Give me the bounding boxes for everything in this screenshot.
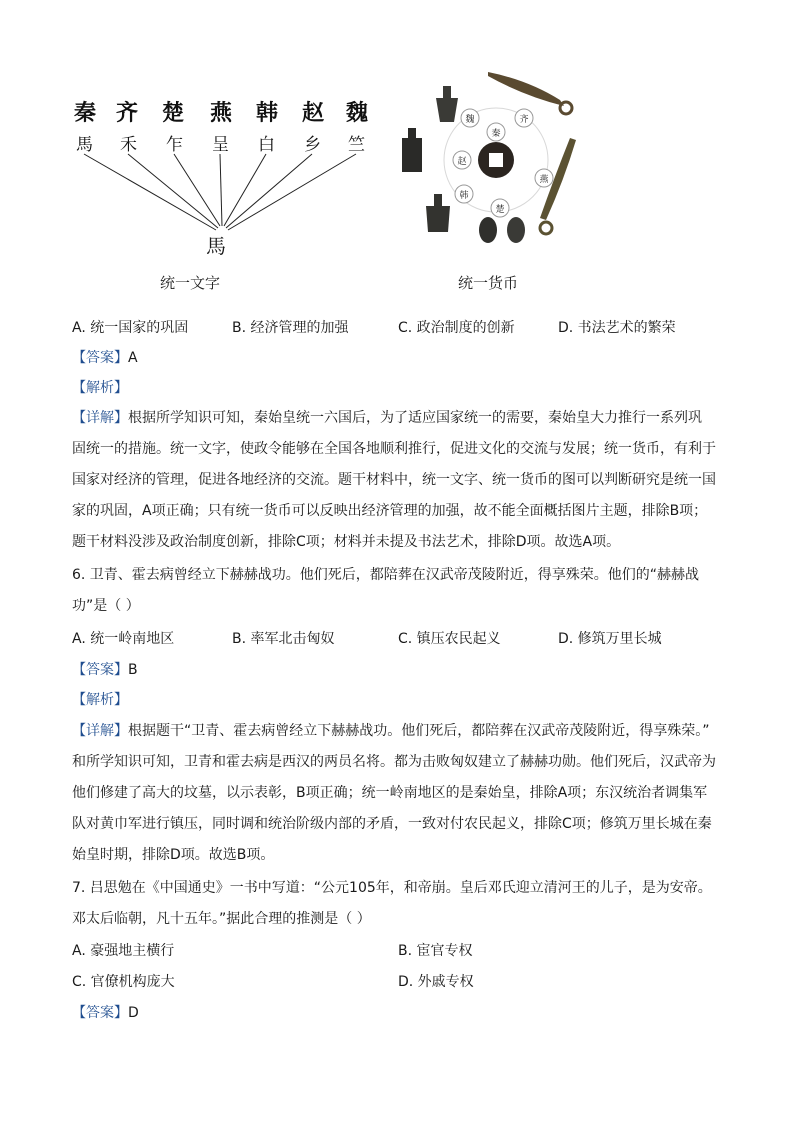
q5-option-c: C. 政治制度的创新 xyxy=(398,320,515,336)
coin-label-qi: 齐 xyxy=(519,115,529,125)
answer-tag: 【答案】 xyxy=(72,350,128,366)
q6-analysis-tag: 【解析】 xyxy=(72,692,128,708)
detail-text: 根据所学知识可知，秦始皇统一六国后，为了适应国家统一的需要，秦始皇大力推行一系列巩 xyxy=(128,410,702,426)
coin-label-han: 韩 xyxy=(459,191,469,201)
q7-option-d: D. 外戚专权 xyxy=(398,974,474,990)
q5-detail-line xyxy=(72,408,702,428)
q7-option-a: A. 豪强地主横行 xyxy=(72,943,175,959)
unify-currency-figure xyxy=(396,68,596,258)
coin-label-yan: 燕 xyxy=(539,175,549,185)
seal-glyph: 馬 xyxy=(76,135,93,155)
state-qin: 秦 xyxy=(74,100,97,126)
q6-option-a: A. 统一岭南地区 xyxy=(72,631,175,647)
q5-detail-line: 国家对经济的管理，促进各地经济的交流。题干材料中，统一文字、统一货币的图可以判断研究是统一国 xyxy=(72,472,716,488)
zhao-spade-coin xyxy=(402,138,422,172)
seal-glyph: 禾 xyxy=(120,135,137,155)
detail-tag: 【详解】 xyxy=(72,410,128,426)
q6-option-c: C. 镇压农民起义 xyxy=(398,631,501,647)
q5-answer xyxy=(72,348,138,368)
state-qi: 齐 xyxy=(116,100,139,126)
state-wei: 魏 xyxy=(346,100,369,126)
answer-tag: 【答案】 xyxy=(72,1005,128,1021)
detail-text: 根据题干“卫青、霍去病曾经立下赫赫战功。他们死后，都陪葬在汉武帝茂陵附近，得享殊荣。” xyxy=(128,723,710,739)
q6-option-d: D. 修筑万里长城 xyxy=(558,631,662,647)
answer-tag: 【答案】 xyxy=(72,662,128,678)
answer-value: B xyxy=(128,662,138,678)
state-chu: 楚 xyxy=(162,100,185,126)
caption-unify-script: 统一文字 xyxy=(160,274,221,292)
answer-value: D xyxy=(128,1005,139,1021)
unify-script-figure xyxy=(70,92,380,262)
coin-label-zhao: 赵 xyxy=(457,157,467,167)
q7-option-b: B. 宦官专权 xyxy=(398,943,473,959)
q6-stem-line: 功”是（ ） xyxy=(72,598,140,614)
han-spade-coin xyxy=(426,206,450,232)
q6-answer xyxy=(72,660,138,680)
seal-glyph: 乍 xyxy=(166,135,183,155)
state-han: 韩 xyxy=(256,100,279,126)
seal-glyph: 呈 xyxy=(212,135,229,155)
q6-stem-line: 6. 卫青、霍去病曾经立下赫赫战功。他们死后，都陪葬在汉武帝茂陵附近，得享殊荣。他们的“赫赫战 xyxy=(72,567,700,583)
chu-ant-nose-coin xyxy=(479,217,497,243)
q5-option-b: B. 经济管理的加强 xyxy=(232,320,349,336)
currency-diagram xyxy=(396,68,596,258)
q6-detail-line: 队对黄巾军进行镇压，同时调和统治阶级内部的矛盾，一致对付农民起义，排除C项；修筑万里长城在秦 xyxy=(72,816,712,832)
unified-glyph: 馬 xyxy=(206,234,226,258)
q7-stem-line: 7. 吕思勉在《中国通史》一书中写道：“公元105年，和帝崩。皇后邓氏迎立清河王的儿子，是为安帝。 xyxy=(72,880,712,896)
q6-option-b: B. 率军北击匈奴 xyxy=(232,631,335,647)
q5-option-d: D. 书法艺术的繁荣 xyxy=(558,320,676,336)
q7-answer xyxy=(72,1003,139,1023)
q5-analysis-tag: 【解析】 xyxy=(72,380,128,396)
state-zhao: 赵 xyxy=(302,100,325,126)
caption-unify-currency: 统一货币 xyxy=(458,274,519,292)
seal-glyph: 乡 xyxy=(304,135,321,155)
q6-detail-line xyxy=(72,721,710,741)
q6-detail-line: 和所学知识可知，卫青和霍去病是西汉的两员名将。都为击败匈奴建立了赫赫功勋。他们死后，汉武帝为 xyxy=(72,754,716,770)
q5-detail-line: 家的巩固，A项正确；只有统一货币可以反映出经济管理的加强，故不能全面概括图片主题，排除B项； xyxy=(72,503,708,519)
q5-detail-line: 题干材料没涉及政治制度创新，排除C项；材料并未提及书法艺术，排除D项。故选A项。 xyxy=(72,534,621,550)
q5-detail-line: 固统一的措施。统一文字，使政令能够在全国各地顺利推行，促进文化的交流与发展；统一货币，有利于 xyxy=(72,441,716,457)
q6-detail-line: 始皇时期，排除D项。故选B项。 xyxy=(72,847,275,863)
detail-tag: 【详解】 xyxy=(72,723,128,739)
wei-spade-coin xyxy=(436,98,458,122)
seal-glyph: 白 xyxy=(258,135,275,155)
q6-detail-line: 他们修建了高大的坟墓，以示表彰，B项正确；统一岭南地区的是秦始皇，排除A项；东汉统治者调集军 xyxy=(72,785,708,801)
state-yan: 燕 xyxy=(210,100,233,126)
answer-value: A xyxy=(128,350,138,366)
seal-glyph: 竺 xyxy=(348,135,365,155)
q5-option-a: A. 统一国家的巩固 xyxy=(72,320,189,336)
q7-option-c: C. 官僚机构庞大 xyxy=(72,974,175,990)
coin-label-chu: 楚 xyxy=(495,205,505,215)
qi-knife-coin xyxy=(488,72,564,106)
coin-label-qin: 秦 xyxy=(491,129,501,139)
q7-stem-line: 邓太后临朝，凡十五年。”据此合理的推测是（ ） xyxy=(72,911,371,927)
coin-label-wei: 魏 xyxy=(465,115,475,125)
